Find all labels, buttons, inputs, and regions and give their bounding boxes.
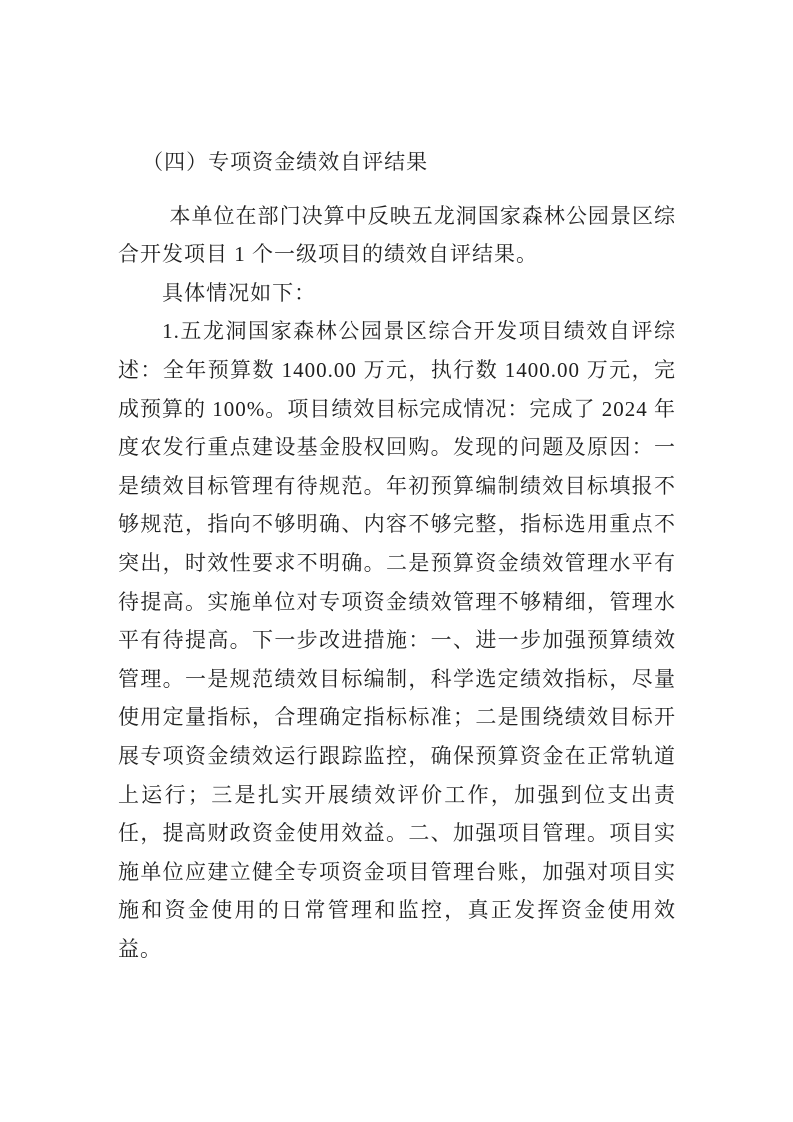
paragraph-summary: 本单位在部门决算中反映五龙洞国家森林公园景区综合开发项目 1 个一级项目的绩效自评结果。 <box>118 203 676 267</box>
document-content <box>118 143 676 968</box>
section-heading: （四）专项资金绩效自评结果 <box>142 150 429 174</box>
paragraph-intro: 具体情况如下： <box>162 280 317 305</box>
paragraph-project-detail: 1.五龙洞国家森林公园景区综合开发项目绩效自评综述：全年预算数 1400.00 万元，执行数 1400.00 万元，完成预算的 100%。项目绩效目标完成情况：完成了 2024 年度农发行重点建设基金股权回购。发现的问题及原因：一是绩效目标管理有待规范。年初预算编制绩效目标填报不够规范，指向不够明确、内容不够完整，指标选用重点不突出，时效性要求不明确。二是预算资金绩效管理水平有待提高。实施单位对专项资金绩效管理不够精细，管理水平有待提高。下一步改进措施：一、进一步加强预算绩效管理。一是规范绩效目标编制，科学选定绩效指标，尽量使用定量指标，合理确定指标标准；二是围绕绩效目标开展专项资金绩效运行跟踪监控，确保预算资金在正常轨道上运行；三是扎实开展绩效评价工作，加强到位支出责任，提高财政资金使用效益。二、加强项目管理。项目实施单位应建立健全专项资金项目管理台账，加强对项目实施和资金使用的日常管理和监控，真正发挥资金使用效益。 <box>118 319 676 961</box>
